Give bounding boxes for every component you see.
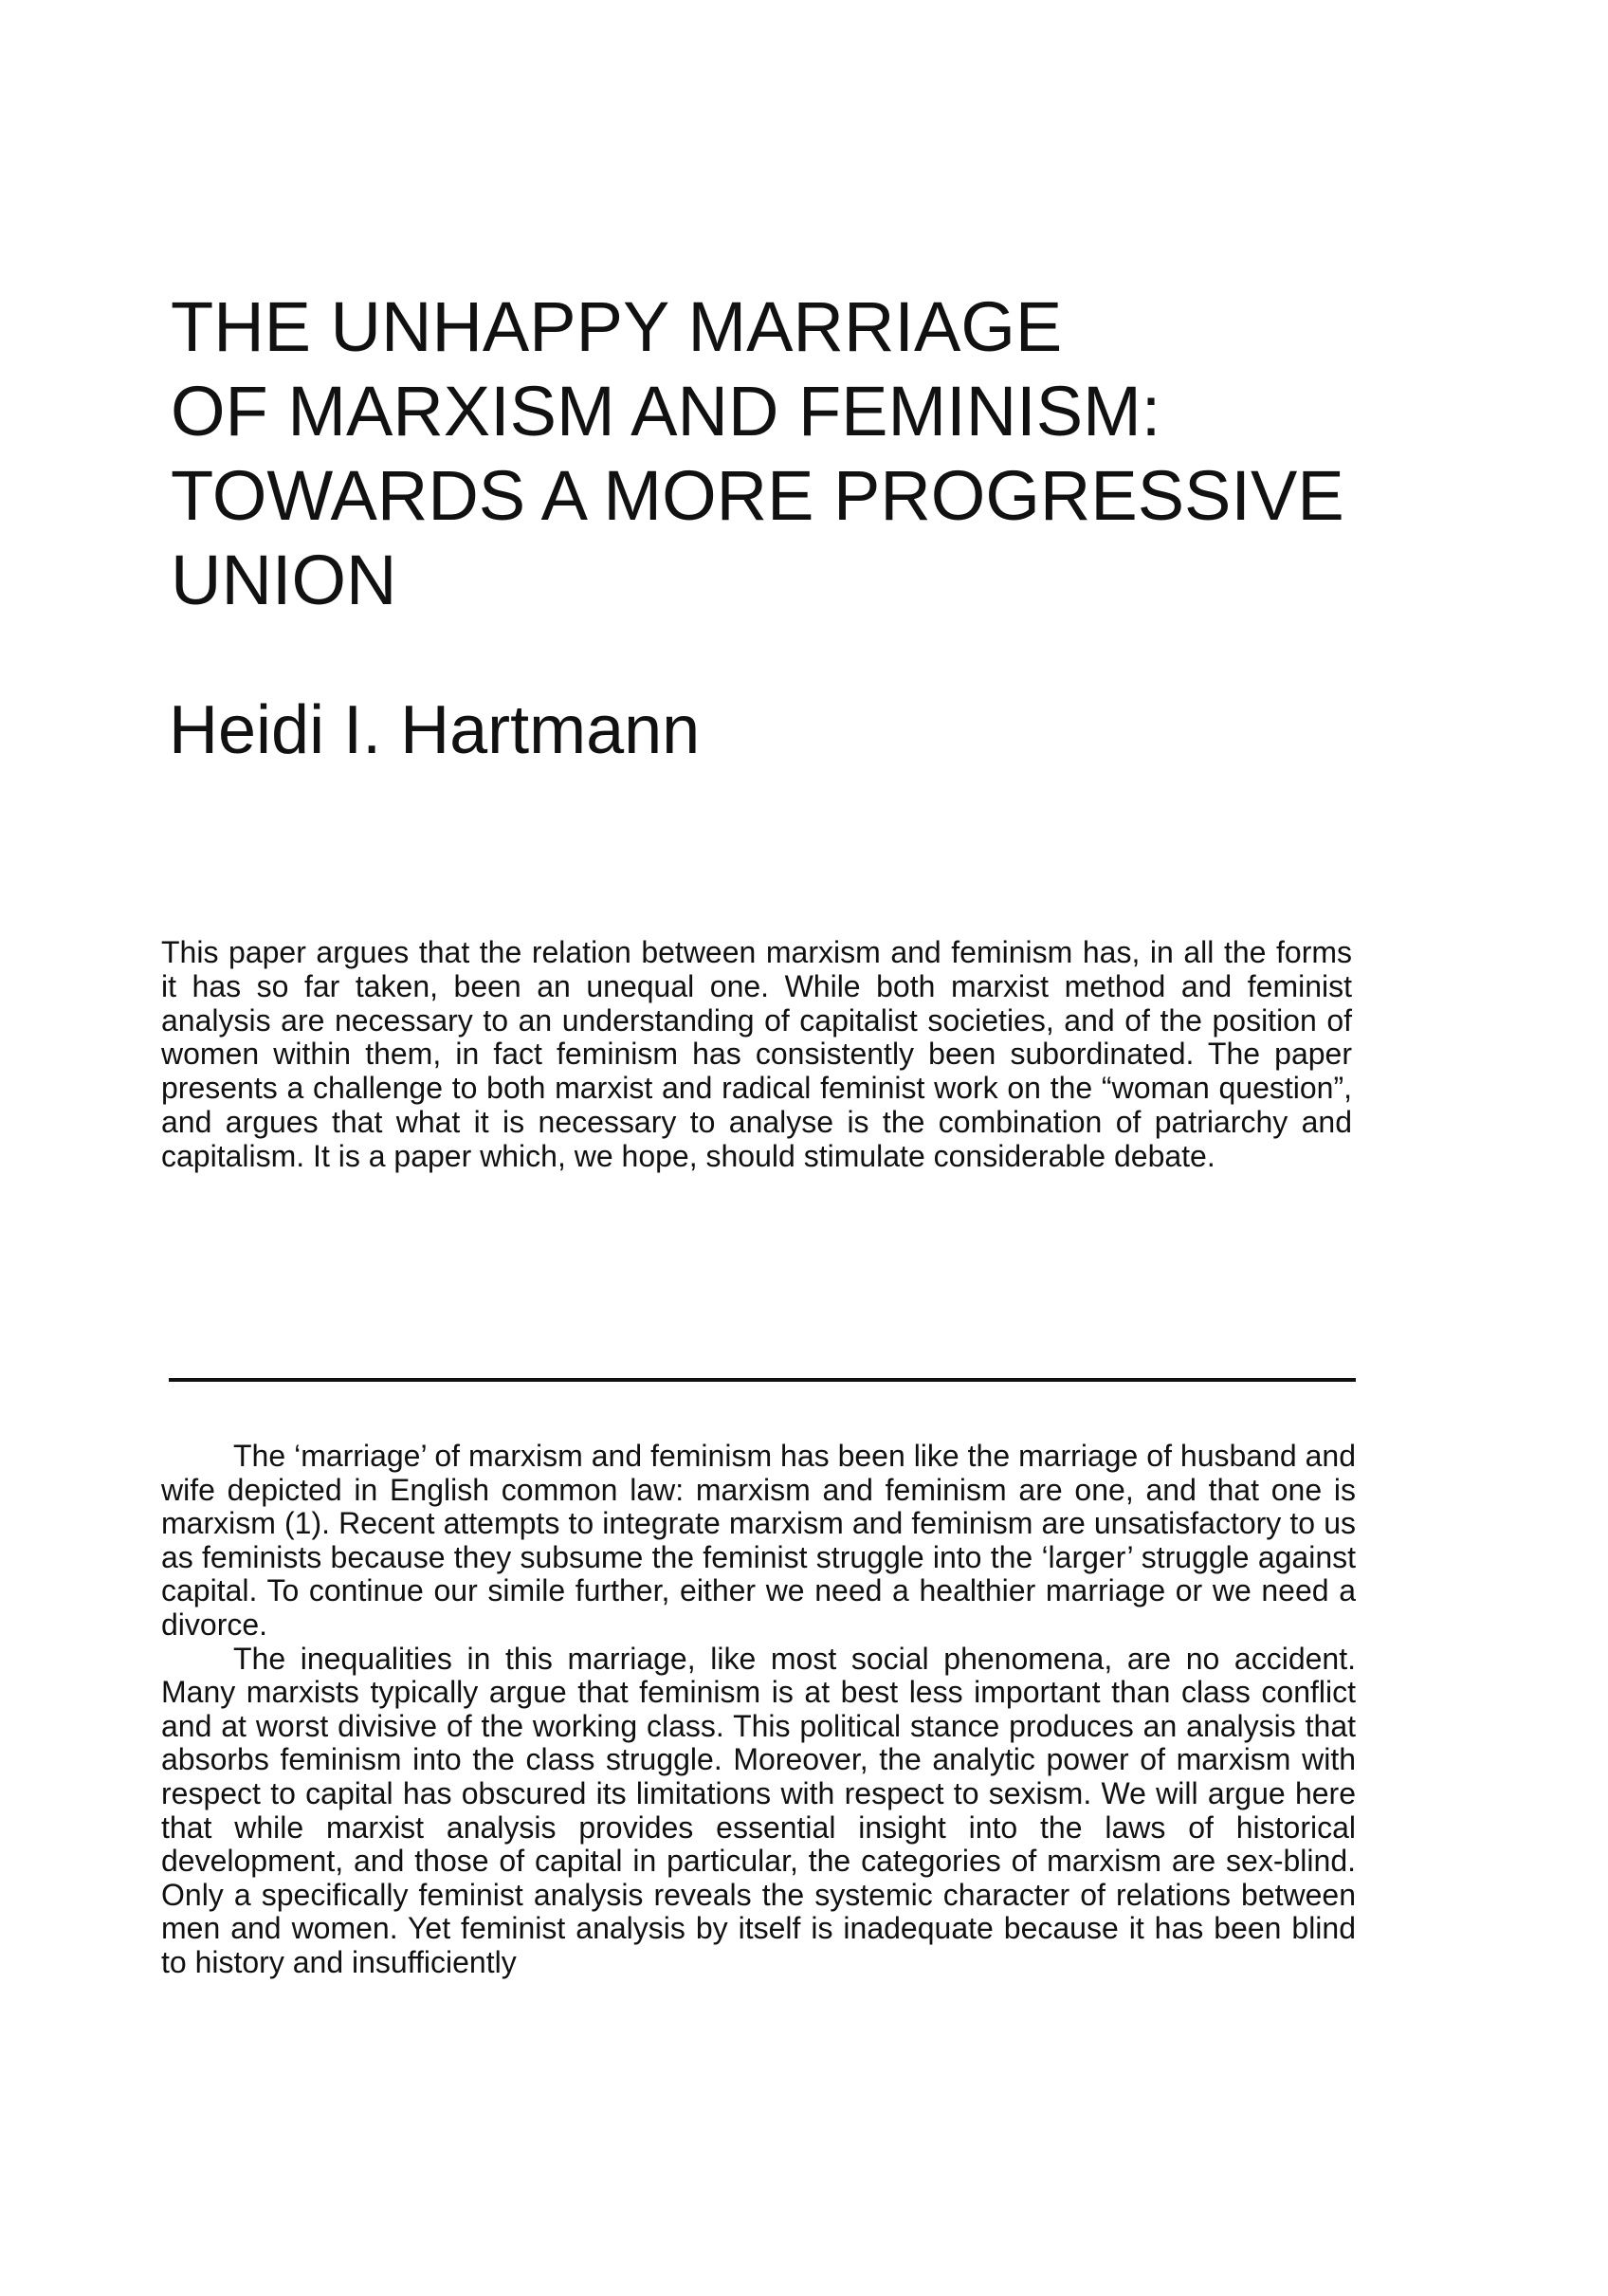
author-name: Heidi I. Hartmann xyxy=(169,692,701,768)
title-line-3: TOWARDS A MORE PROGRESSIVE xyxy=(171,456,1344,535)
title-line-4: UNION xyxy=(171,541,397,619)
body-paragraph-1: The ‘marriage’ of marxism and feminism has been like the marriage of husband and wife depicted in English common law: marxism and feminism are one, and that one is marxism (1). Recent attempts to integrate marxism and feminism are unsatisfactory to us as feminists because they subsume the feminist struggle into the ‘larger’ struggle against capital. To continue our simile further, either we need a healthier marriage or we need a divorce. xyxy=(161,1439,1356,1642)
section-divider xyxy=(169,1378,1356,1382)
title-line-1: THE UNHAPPY MARRIAGE xyxy=(171,287,1063,366)
article-title xyxy=(171,285,1403,622)
title-line-2: OF MARXISM AND FEMINISM: xyxy=(171,372,1161,450)
body-paragraph-2: The inequalities in this marriage, like most social phenomena, are no accident. Many marxists typically argue that feminism is at best less important than class conflict and at worst divisive of the working class. This political stance produces an analysis that absorbs feminism into the class struggle. Moreover, the analytic power of marxism with respect to capital has obscured its limitations with respect to sexism. We will argue here that while marxist analysis provides essential insight into the laws of historical development, and those of capital in particular, the categories of marxism are sex-blind. Only a specifically feminist analysis reveals the systemic character of relations between men and women. Yet feminist analysis by itself is inadequate because it has been blind to history and insufficiently xyxy=(161,1641,1356,1979)
body-text xyxy=(161,1440,1356,1980)
abstract: This paper argues that the relation between marxism and feminism has, in all the forms it has so far taken, been an unequal one. While both marxist method and feminist analysis are necessary to an understanding of capitalist societies, and of the position of women within them, in fact feminism has consistently been subordinated. The paper presents a challenge to both marxist and radical feminist work on the “woman question”, and argues that what it is necessary to analyse is the combination of patriarchy and capitalism. It is a paper which, we hope, should stimulate considerable debate. xyxy=(161,935,1352,1173)
